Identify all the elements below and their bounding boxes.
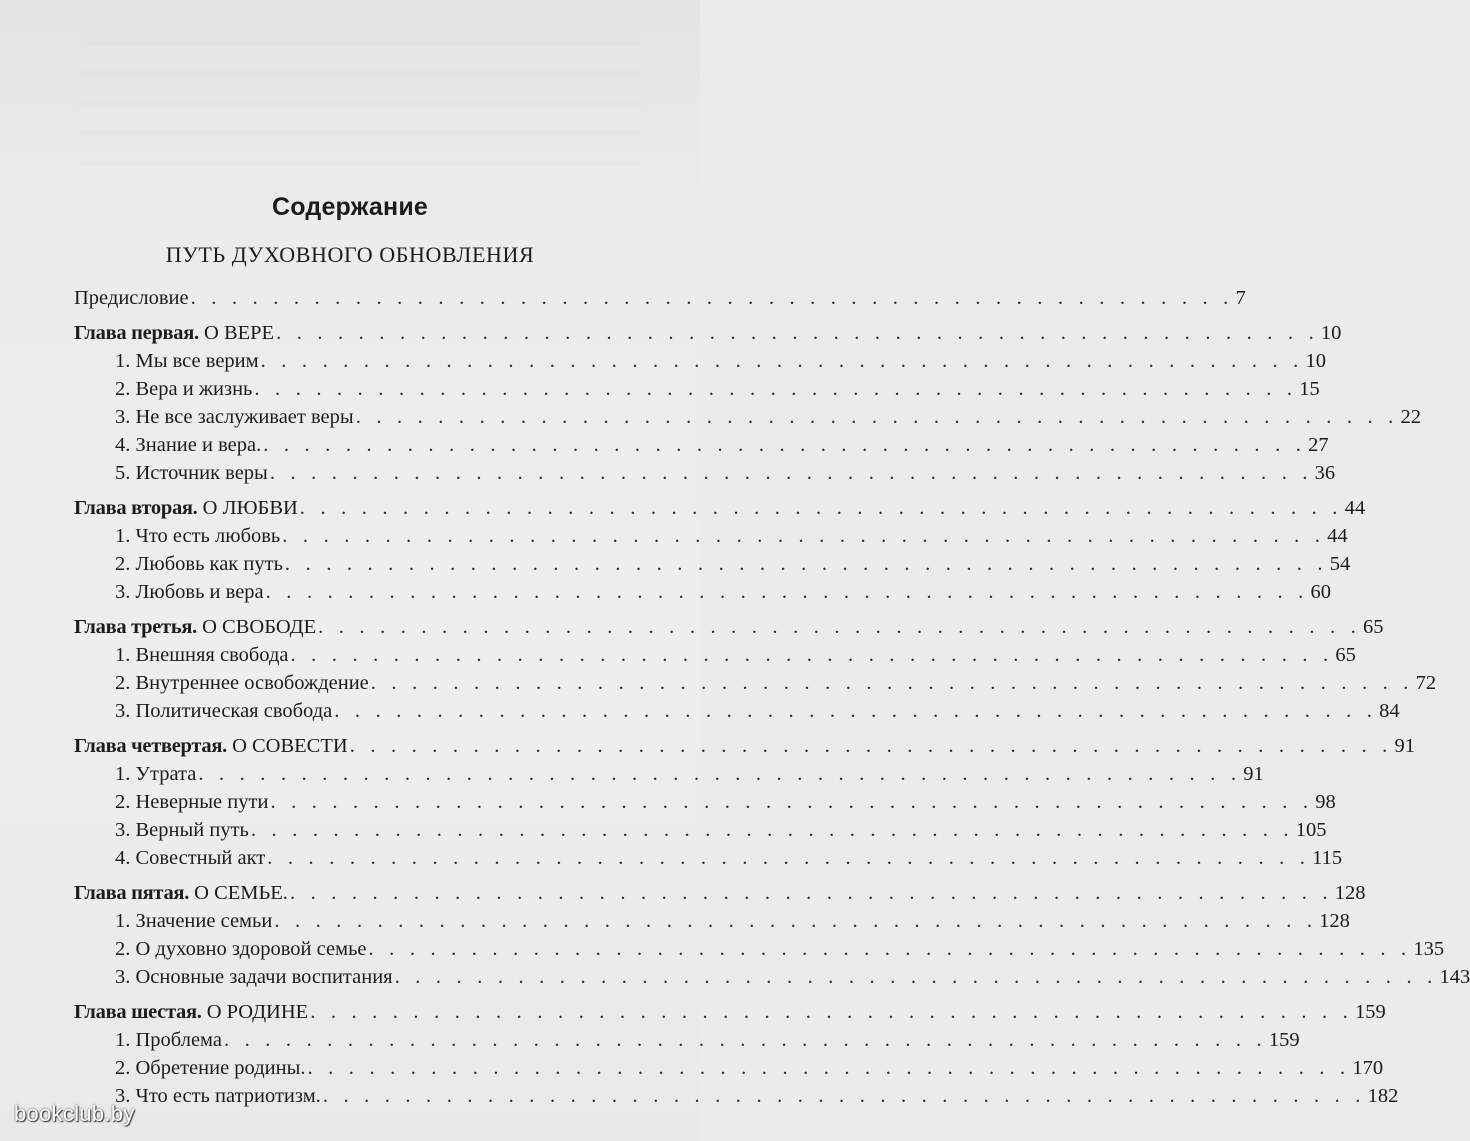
leader-dots: . . . . . . . . . . . . . . . . . . . . . . . . . . . . . . . . . . . . . . . . . . . . . . . . . . . (307, 1057, 1351, 1079)
toc-entry (74, 431, 1329, 459)
page-number: 170 (1352, 1057, 1384, 1079)
page-number: 91 (1394, 735, 1416, 757)
entry-title: 4. Совестный акт (115, 847, 266, 869)
entry-title: 1. Утрата (115, 763, 197, 785)
page-number: 54 (1329, 553, 1351, 575)
entry-title: О ЛЮБВИ (202, 497, 298, 519)
page-number: 44 (1327, 525, 1348, 547)
page-number: 22 (1400, 406, 1422, 428)
page-number: 7 (1235, 287, 1246, 309)
chapter-label: Глава первая. (74, 322, 199, 344)
entry-title: 2. Вера и жизнь (115, 378, 253, 400)
toc-entry (74, 375, 1320, 403)
page-number: 91 (1243, 763, 1264, 785)
toc-entry (74, 760, 1264, 788)
page-number: 10 (1305, 350, 1326, 372)
leader-dots: . . . . . . . . . . . . . . . . . . . . . . . . . . . . . . . . . . . . . . . . . . . . . . . . . . . (250, 819, 1294, 841)
toc-entry (74, 403, 1422, 431)
toc-entry (74, 907, 1350, 935)
toc-entry (74, 641, 1356, 669)
toc-entry (74, 550, 1351, 578)
chapter-label: Глава вторая. (74, 497, 198, 519)
entry-title: 2. О духовно здоровой семье (115, 938, 367, 960)
entry-title: 2. Внутреннее освобождение (115, 672, 369, 694)
toc-entry (74, 522, 1348, 550)
table-of-contents (74, 284, 1470, 1110)
entry-title: 3. Что есть патриотизм. (115, 1085, 321, 1107)
entry-title: 3. Любовь и вера (115, 581, 264, 603)
toc-entry (74, 935, 1445, 963)
leader-dots: . . . . . . . . . . . . . . . . . . . . . . . . . . . . . . . . . . . . . . . . . . . . . . . . . . . (318, 616, 1361, 638)
toc-entry (74, 284, 1246, 312)
page-number: 10 (1320, 322, 1342, 344)
leader-dots: . . . . . . . . . . . . . . . . . . . . . . . . . . . . . . . . . . . . . . . . . . . . . . . . . . . (269, 462, 1313, 484)
toc-entry (74, 816, 1327, 844)
leader-dots: . . . . . . . . . . . . . . . . . . . . . . . . . . . . . . . . . . . . . . . . . . . . . . . . . . . (276, 322, 1319, 344)
entry-title: 5. Источник веры (115, 462, 268, 484)
page-number: 84 (1379, 700, 1400, 722)
toc-entry (74, 788, 1336, 816)
page-number: 128 (1334, 882, 1366, 904)
entry-title: 4. Знание и вера. (115, 434, 262, 456)
entry-title: 3. Политическая свобода (115, 700, 333, 722)
section-title: ПУТЬ ДУХОВНОГО ОБНОВЛЕНИЯ (165, 242, 535, 267)
page-number: 44 (1344, 497, 1366, 519)
page-number: 143 (1439, 966, 1470, 988)
page-number: 98 (1315, 791, 1336, 813)
toc-entry (74, 963, 1470, 991)
page-number: 159 (1268, 1029, 1300, 1051)
entry-title: 3. Основные задачи воспитания (115, 966, 393, 988)
page-number: 36 (1314, 462, 1336, 484)
leader-dots: . . . . . . . . . . . . . . . . . . . . . . . . . . . . . . . . . . . . . . . . . . . . . . . . . . . (334, 700, 1378, 722)
entry-title: Предисловие (74, 287, 189, 309)
entry-title: 1. Проблема (115, 1029, 222, 1051)
entry-title: 3. Верный путь (115, 819, 249, 841)
page-number: 128 (1319, 910, 1350, 932)
entry-title: 1. Значение семьи (115, 910, 273, 932)
page-number: 115 (1312, 847, 1343, 869)
page-title: Содержание (271, 193, 429, 221)
leader-dots: . . . . . . . . . . . . . . . . . . . . . . . . . . . . . . . . . . . . . . . . . . . . . . . . . . . (368, 938, 1412, 960)
page-number: 159 (1355, 1001, 1386, 1023)
leader-dots: . . . . . . . . . . . . . . . . . . . . . . . . . . . . . . . . . . . . . . . . . . . . . . . . . . . (190, 287, 1234, 309)
entry-title: О СОВЕСТИ (232, 735, 348, 757)
leader-dots: . . . . . . . . . . . . . . . . . . . . . . . . . . . . . . . . . . . . . . . . . . . . . . . . . . . (270, 791, 1314, 813)
toc-chapter (74, 613, 1384, 641)
leader-dots: . . . . . . . . . . . . . . . . . . . . . . . . . . . . . . . . . . . . . . . . . . . . . . . . . . . (223, 1029, 1267, 1051)
toc-entry (74, 347, 1326, 375)
toc-chapter (74, 319, 1342, 347)
entry-title: 1. Что есть любовь (115, 525, 281, 547)
leader-dots: . . . . . . . . . . . . . . . . . . . . . . . . . . . . . . . . . . . . . . . . . . . . . . . . . . . (322, 1085, 1366, 1107)
entry-title: 2. Обретение родины. (115, 1057, 306, 1079)
leader-dots: . . . . . . . . . . . . . . . . . . . . . . . . . . . . . . . . . . . . . . . . . . . . . . . . . . . (274, 910, 1318, 932)
chapter-label: Глава пятая. (74, 882, 190, 904)
page-number: 182 (1367, 1085, 1399, 1107)
toc-chapter (74, 998, 1386, 1026)
chapter-label: Глава четвертая. (74, 735, 227, 757)
toc-entry (74, 697, 1400, 725)
entry-title: 2. Неверные пути (115, 791, 269, 813)
toc-entry (74, 578, 1331, 606)
page-number: 72 (1415, 672, 1437, 694)
page-number: 65 (1335, 644, 1356, 666)
entry-title: О СВОБОДЕ (202, 616, 317, 638)
leader-dots: . . . . . . . . . . . . . . . . . . . . . . . . . . . . . . . . . . . . . . . . . . . . . . . . . . . (290, 644, 1334, 666)
entry-title: 1. Мы все верим (115, 350, 259, 372)
entry-title: О РОДИНЕ (206, 1001, 309, 1023)
toc-chapter (74, 494, 1366, 522)
leader-dots: . . . . . . . . . . . . . . . . . . . . . . . . . . . . . . . . . . . . . . . . . . . . . . . . . . . (265, 581, 1309, 603)
leader-dots: . . . . . . . . . . . . . . . . . . . . . . . . . . . . . . . . . . . . . . . . . . . . . . . . . . . (394, 966, 1438, 988)
leader-dots: . . . . . . . . . . . . . . . . . . . . . . . . . . . . . . . . . . . . . . . . . . . . . . . . . . . (254, 378, 1298, 400)
entry-title: 1. Внешняя свобода (115, 644, 289, 666)
page-number: 60 (1310, 581, 1331, 603)
leader-dots: . . . . . . . . . . . . . . . . . . . . . . . . . . . . . . . . . . . . . . . . . . . . . . . . . . . (198, 763, 1242, 785)
toc-entry (74, 459, 1336, 487)
toc-chapter (74, 879, 1366, 907)
leader-dots: . . . . . . . . . . . . . . . . . . . . . . . . . . . . . . . . . . . . . . . . . . . . . . . . . . . (263, 434, 1307, 456)
leader-dots: . . . . . . . . . . . . . . . . . . . . . . . . . . . . . . . . . . . . . . . . . . . . . . . . . . . (370, 672, 1414, 694)
watermark-logo: bookclub.by (14, 1101, 135, 1126)
leader-dots: . . . . . . . . . . . . . . . . . . . . . . . . . . . . . . . . . . . . . . . . . . . . . . . . . . . (267, 847, 1311, 869)
toc-entry (74, 1082, 1399, 1110)
toc-chapter (74, 732, 1416, 760)
leader-dots: . . . . . . . . . . . . . . . . . . . . . . . . . . . . . . . . . . . . . . . . . . . . . . . . . . . (284, 553, 1328, 575)
toc-entry (74, 1054, 1384, 1082)
leader-dots: . . . . . . . . . . . . . . . . . . . . . . . . . . . . . . . . . . . . . . . . . . . . . . . . . . . (289, 882, 1333, 904)
leader-dots: . . . . . . . . . . . . . . . . . . . . . . . . . . . . . . . . . . . . . . . . . . . . . . . . . . . (299, 497, 1343, 519)
entry-title: О ВЕРЕ (204, 322, 275, 344)
bleed-through-texture (80, 20, 640, 170)
entry-title: 3. Не все заслуживает веры (115, 406, 354, 428)
page-number: 65 (1362, 616, 1384, 638)
leader-dots: . . . . . . . . . . . . . . . . . . . . . . . . . . . . . . . . . . . . . . . . . . . . . . . . . . . (260, 350, 1304, 372)
page-number: 105 (1295, 819, 1327, 841)
leader-dots: . . . . . . . . . . . . . . . . . . . . . . . . . . . . . . . . . . . . . . . . . . . . . . . . . . . (349, 735, 1393, 757)
page-number: 27 (1308, 434, 1329, 456)
toc-entry (74, 844, 1343, 872)
toc-entry (74, 669, 1437, 697)
leader-dots: . . . . . . . . . . . . . . . . . . . . . . . . . . . . . . . . . . . . . . . . . . . . . . . . . . . (355, 406, 1399, 428)
entry-title: 2. Любовь как путь (115, 553, 283, 575)
leader-dots: . . . . . . . . . . . . . . . . . . . . . . . . . . . . . . . . . . . . . . . . . . . . . . . . . . . (282, 525, 1326, 547)
chapter-label: Глава шестая. (74, 1001, 202, 1023)
chapter-label: Глава третья. (74, 616, 197, 638)
page-number: 135 (1413, 938, 1445, 960)
leader-dots: . . . . . . . . . . . . . . . . . . . . . . . . . . . . . . . . . . . . . . . . . . . . . . . . . . . (310, 1001, 1354, 1023)
page-number: 15 (1299, 378, 1320, 400)
entry-title: О СЕМЬЕ. (194, 882, 288, 904)
toc-entry (74, 1026, 1300, 1054)
